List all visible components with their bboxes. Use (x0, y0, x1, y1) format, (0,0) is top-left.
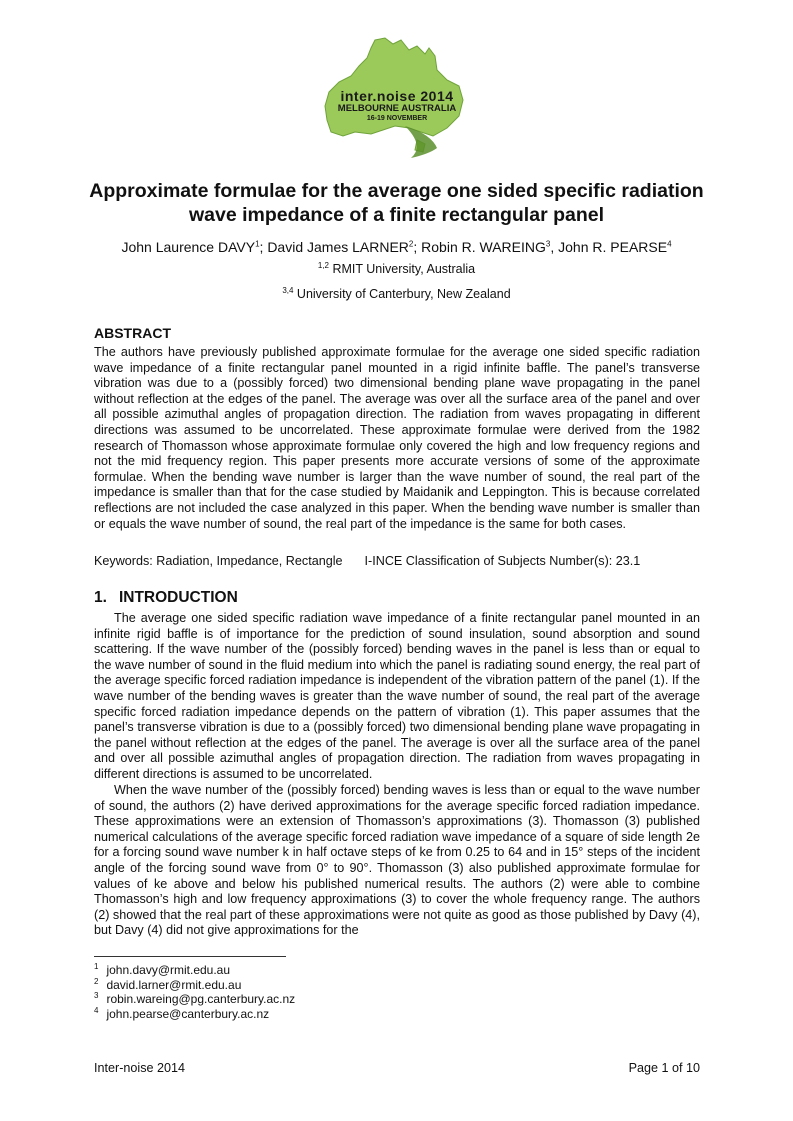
affiliation (60, 262, 733, 276)
footnote (94, 992, 295, 1007)
logo-conference-name: inter.noise 2014 (340, 88, 454, 104)
footnotes (94, 963, 295, 1021)
footnote (94, 1007, 295, 1022)
keywords-text: Keywords: Radiation, Impedance, Rectangle (94, 554, 343, 568)
footnote-divider (94, 956, 286, 957)
author-name: David James LARNER (267, 239, 409, 255)
author-separator: ; (259, 239, 268, 255)
abstract-heading: ABSTRACT (94, 325, 171, 341)
author-name: Robin R. WAREING (421, 239, 546, 255)
footer-conference: Inter-noise 2014 (94, 1061, 186, 1075)
footnote (94, 978, 295, 993)
footnote (94, 963, 295, 978)
subject-classification: I-INCE Classification of Subjects Number(s): 23.1 (364, 554, 641, 568)
footnote-email-link[interactable]: david.larner@rmit.edu.au (106, 977, 242, 992)
logo-dates: 16-19 NOVEMBER (366, 115, 428, 122)
logo-location: MELBOURNE AUSTRALIA (337, 103, 457, 114)
paper-title: Approximate formulae for the average one sided specific radiation wave impedance of a finite rectangular panel (89, 180, 704, 226)
section-heading (94, 589, 238, 607)
section-title: INTRODUCTION (118, 589, 238, 606)
affiliation (60, 287, 733, 301)
abstract-body: The authors have previously published approximate formulae for the average one sided specific radiation wave impedance of a finite rectangular panel mounted in a rigid infinite baffle. The panel’s transverse vibration was due to a (possibly forced) two dimensional bending plane wave propagating in the panel without reflection at the edges of the panel. The average was over all the surface area of the panel and over all possible azimuthal angles of propagation direction. The radiation from waves propagating in different directions was assumed to be uncorrelated. These approximate formulae were derived from the 1982 research of Thomasson whose approximate formulae only covered the high and low frequency regions and not the mid frequency region. This paper presents more accurate versions of some of the approximate formulae. When the bending wave number is larger than the wave number of sound, the real part of the impedance is smaller than that for the case studied by Maidanik and Leppington. This is because correlated reflections are not included the case analyzed in this paper. When the bending wave number is smaller than or equals the wave number of sound, the real part of the impedance is the same for both cases. (94, 345, 700, 531)
affiliation-text: University of Canterbury, New Zealand (296, 287, 511, 301)
footnote-email-link[interactable]: john.pearse@canterbury.ac.nz (106, 1006, 270, 1021)
footer-page-number: Page 1 of 10 (628, 1061, 700, 1075)
author-separator: , (550, 239, 559, 255)
conference-logo (313, 36, 481, 162)
author-name: John R. PEARSE (558, 239, 668, 255)
author-name: John Laurence DAVY (121, 239, 256, 255)
footnote-email-link[interactable]: john.davy@rmit.edu.au (106, 963, 231, 977)
footnote-mark: 3 (94, 991, 99, 1001)
author-affiliation-mark: 1 (255, 239, 260, 249)
author-affiliation-mark: 2 (408, 239, 414, 249)
author-affiliation-mark: 3 (545, 239, 551, 249)
author-affiliation-mark: 4 (667, 239, 672, 249)
affiliation-mark: 1,2 (317, 260, 329, 270)
body-paragraph: The average one sided specific radiation wave impedance of a finite rectangular panel mounted in an infinite rigid baffle is of importance for the prediction of sound insulation, sound absorption and sound scattering. If the wave number of the (possibly forced) bending waves in the panel is less than or equal to the wave number of sound in the fluid medium into which the panel is radiating sound energy, the real part of the average specific forced radiation impedance is independent of the vibration pattern of the panel (1). If the wave number of the bending waves is greater than the wave number of sound, the real part of the average specific forced radiation impedance depends on the pattern of vibration (1). This paper assumes that the panel’s transverse vibration is due to a (possibly forced) two dimensional bending plane wave propagating in the panel without reflection at the edges of the panel. The average is over all the surface area of the panel and over all possible azimuthal angles of propagation direction. The radiation from waves propagating in different directions is assumed to be uncorrelated. (94, 611, 700, 781)
footnote-email-link[interactable]: robin.wareing@pg.canterbury.ac.nz (106, 992, 296, 1007)
affiliation-mark: 3,4 (282, 285, 294, 295)
keywords-line (94, 554, 640, 568)
footnote-mark: 1 (94, 962, 99, 971)
author-separator: ; (413, 239, 422, 255)
footnote-mark: 2 (94, 976, 99, 986)
author-list (60, 238, 733, 256)
affiliation-text: RMIT University, Australia (332, 262, 476, 276)
body-paragraph: When the wave number of the (possibly forced) bending waves is less than or equal to the wave number of sound, the authors (2) have derived approximations for the average specific forced radiation impedance. These approximations were an extension of Thomasson’s approximations (3). Thomasson (3) published numerical calculations of the average specific forced radiation wave impedance of a square of side length 2e for a forcing sound wave number k in half octave steps of ke from 0.25 to 64 and in 15° steps of the incident angle of the forcing sound wave from 0° to 90°. Thomasson (3) also published approximate formulae for values of ke above and below his published numerical results. The authors (2) were able to combine Thomasson’s high and low frequency approximations (3) to cover the whole frequency range. The authors (2) showed that the real part of these approximations were not quite as good as those published by Davy (4), but Davy (4) did not give approximations for the (94, 783, 700, 938)
footnote-mark: 4 (94, 1005, 99, 1015)
section-number: 1. (94, 589, 107, 606)
